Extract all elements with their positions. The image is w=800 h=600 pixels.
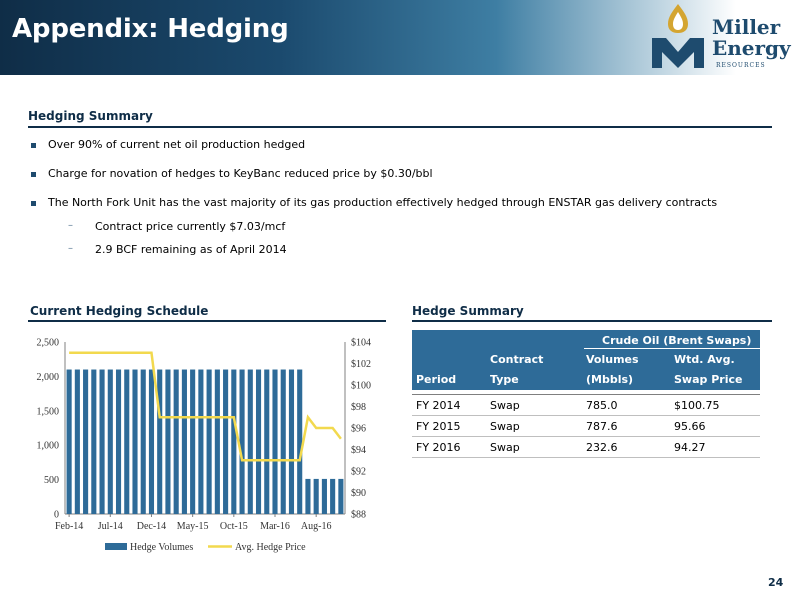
cell-period: FY 2015	[416, 420, 461, 433]
volume-bar	[100, 370, 105, 514]
volume-bar	[231, 370, 236, 514]
volume-bar	[272, 370, 277, 514]
volume-bar	[124, 370, 129, 514]
table-row	[412, 416, 760, 437]
volume-bar	[240, 370, 245, 514]
volume-bar	[67, 370, 72, 514]
column-header-period: Period	[416, 373, 457, 386]
right-tick-label: $96	[351, 423, 366, 435]
sub-bullet-text: 2.9 BCF remaining as of April 2014	[95, 243, 287, 256]
volume-bar	[174, 370, 179, 514]
volume-bar	[248, 370, 253, 514]
column-header-volumes: Volumes	[586, 353, 639, 366]
volume-bar	[289, 370, 294, 514]
cell-period: FY 2014	[416, 399, 461, 412]
volume-bar	[149, 370, 154, 514]
x-tick-label: Mar-16	[260, 521, 290, 532]
dash-icon: –	[68, 220, 73, 231]
column-header-type: Type	[490, 373, 519, 386]
volume-bar	[281, 370, 286, 514]
cell-type: Swap	[490, 399, 520, 412]
x-tick-label: Dec-14	[136, 521, 167, 532]
volume-bar	[198, 370, 203, 514]
table-row	[412, 395, 760, 416]
left-tick-label: 500	[44, 475, 59, 487]
legend-swatch-hedge-volumes	[105, 543, 127, 550]
header-banner	[0, 0, 800, 75]
cell-type: Swap	[490, 420, 520, 433]
page-title: Appendix: Hedging	[12, 14, 289, 44]
hedging-summary-heading: Hedging Summary	[28, 109, 153, 123]
cell-volumes: 785.0	[586, 399, 618, 412]
column-header-price: Wtd. Avg.	[674, 353, 735, 366]
legend-label-hedge-volumes: Hedge Volumes	[130, 542, 194, 553]
right-tick-label: $92	[351, 466, 366, 478]
left-tick-label: 1,500	[36, 406, 59, 418]
column-header-mbbls: (Mbbls)	[586, 373, 634, 386]
right-tick-label: $100	[351, 380, 371, 392]
volume-bar	[165, 370, 170, 514]
volume-bar	[314, 479, 319, 514]
bullet-text: Charge for novation of hedges to KeyBanc reduced price by $0.30/bbl	[48, 167, 433, 180]
legend-label-avg-hedge-price: Avg. Hedge Price	[235, 542, 306, 553]
bullet-square-icon	[31, 143, 36, 148]
group-header: Crude Oil (Brent Swaps)	[602, 334, 752, 347]
volume-bar	[330, 479, 335, 514]
table-header	[412, 330, 760, 390]
logo-text-miller: Miller	[712, 15, 781, 39]
dash-icon: –	[68, 243, 73, 254]
volume-bar	[297, 370, 302, 514]
volume-bar	[108, 370, 113, 514]
bullet-text: Over 90% of current net oil production hedged	[48, 138, 306, 151]
cell-price: 94.27	[674, 441, 706, 454]
volume-bar	[190, 370, 195, 514]
volume-bar	[132, 370, 137, 514]
bullet-item	[30, 196, 770, 220]
x-tick-label: Feb-14	[54, 521, 84, 532]
volume-bar	[256, 370, 261, 514]
left-tick-label: 0	[54, 509, 59, 521]
cell-volumes: 787.6	[586, 420, 618, 433]
cell-period: FY 2016	[416, 441, 461, 454]
hedge-summary-table	[412, 330, 760, 458]
x-tick-label: May-15	[176, 521, 209, 532]
sub-bullet-text: Contract price currently $7.03/mcf	[95, 220, 286, 233]
volume-bar	[207, 370, 212, 514]
logo-text-energy: Energy	[712, 36, 791, 60]
logo-mark-icon	[648, 2, 708, 72]
bullet-text: The North Fork Unit has the vast majority of its gas production effectively hedged through ENSTAR gas delivery contracts	[48, 196, 718, 209]
volume-bar	[157, 370, 162, 514]
volume-bar	[141, 370, 146, 514]
volume-bar	[264, 370, 269, 514]
right-tick-label: $98	[351, 402, 366, 413]
volume-bar	[322, 479, 327, 514]
volume-bar	[116, 370, 121, 514]
cell-volumes: 232.6	[586, 441, 618, 454]
cell-price: 95.66	[674, 420, 706, 433]
x-tick-label: Oct-15	[219, 521, 248, 532]
hedging-schedule-rule	[28, 320, 386, 322]
left-tick-label: 2,500	[36, 337, 59, 349]
bullet-item	[30, 138, 770, 167]
bullet-item	[30, 167, 770, 196]
volume-bar	[215, 370, 220, 514]
volume-bar	[305, 479, 310, 514]
volume-bar	[182, 370, 187, 514]
company-logo	[648, 2, 798, 72]
cell-type: Swap	[490, 441, 520, 454]
table-row	[412, 437, 760, 458]
volume-bar	[91, 370, 96, 514]
sub-bullet-item	[30, 220, 770, 243]
x-tick-label: Aug-16	[300, 521, 332, 532]
hedge-summary-rule	[412, 320, 772, 322]
bullet-square-icon	[31, 172, 36, 177]
right-tick-label: $94	[351, 445, 366, 456]
hedging-summary-bullets	[30, 138, 770, 266]
column-header-swap-price: Swap Price	[674, 373, 743, 386]
hedge-summary-heading: Hedge Summary	[412, 304, 524, 318]
left-tick-label: 2,000	[36, 371, 59, 383]
x-tick-label: Jul-14	[97, 521, 123, 532]
right-tick-label: $104	[351, 337, 371, 349]
bullet-square-icon	[31, 201, 36, 206]
hedging-summary-rule	[28, 126, 772, 128]
volume-bar	[338, 479, 343, 514]
hedging-schedule-chart	[20, 328, 390, 568]
right-tick-label: $90	[351, 488, 366, 499]
logo-text-resources: RESOURCES	[716, 62, 766, 69]
volume-bar	[223, 370, 228, 514]
volume-bar	[75, 370, 80, 514]
hedging-schedule-heading: Current Hedging Schedule	[30, 304, 209, 318]
left-tick-label: 1,000	[36, 440, 59, 452]
hedging-chart-svg	[20, 328, 390, 568]
group-header-rule	[584, 348, 760, 349]
page-number: 24	[768, 576, 784, 589]
right-tick-label: $88	[351, 509, 366, 521]
column-header-contract: Contract	[490, 353, 544, 366]
sub-bullet-item	[30, 243, 770, 266]
cell-price: $100.75	[674, 399, 720, 412]
volume-bar	[83, 370, 88, 514]
right-tick-label: $102	[351, 359, 371, 370]
